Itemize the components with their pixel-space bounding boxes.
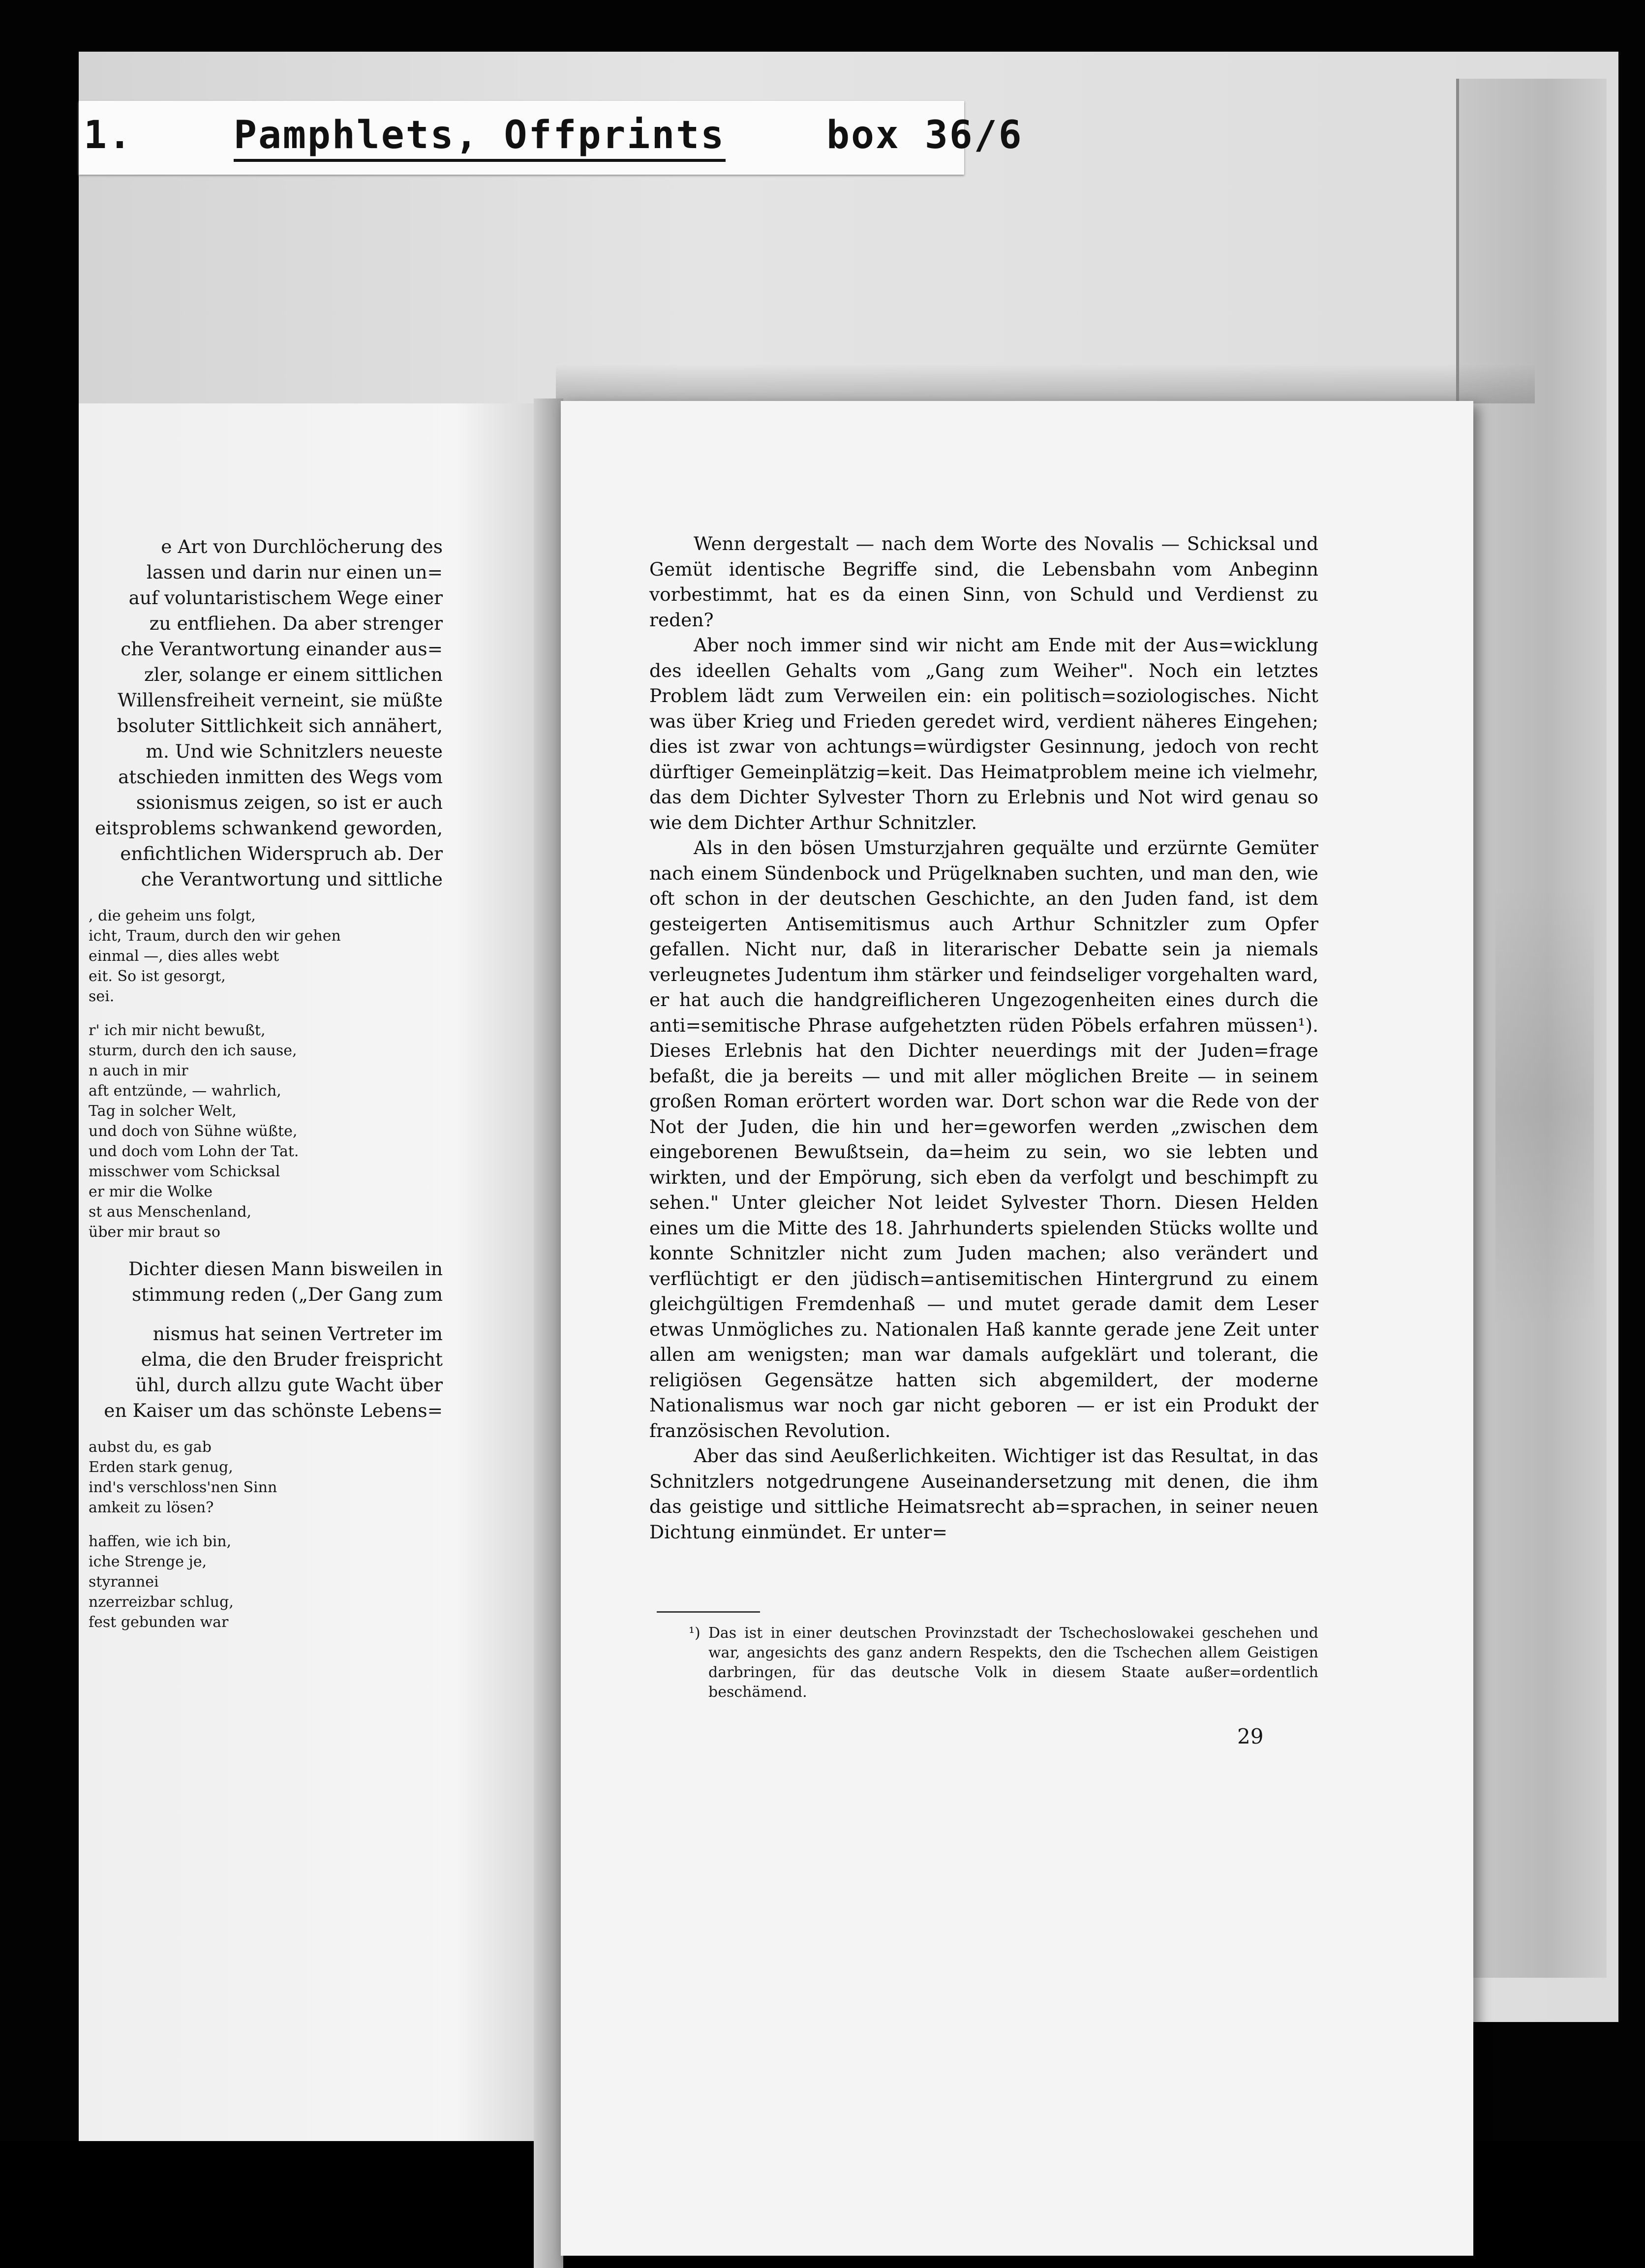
footnote-rule: [657, 1611, 760, 1613]
left-verse: , die geheim uns folgt, icht, Traum, durch den wir gehen einmal —, dies alles webt eit. So ist gesorgt, sei.: [89, 907, 341, 1005]
body-paragraph: Aber noch immer sind wir nicht am Ende mit der Aus=wicklung des ideellen Gehalts vom „Gang zum Weiher". Noch ein letztes Problem lädt zum Verweilen ein: ein politisch=soziologisches. Nicht was über Krieg und Frieden geredet wird, verdient näheres Eingehen; dies ist zwar von achtungs=würdigster Gesinnung, jedoch von recht dürftiger Gemeinplätzig=keit. Das Heimatproblem meine ich vielmehr, das dem Dichter Sylvester Thorn zu Erlebnis und Not wird genau so wie dem Dichter Arthur Schnitzler.: [649, 634, 1318, 833]
label-series: 1.: [84, 113, 133, 157]
body-paragraph: Wenn dergestalt — nach dem Worte des Novalis — Schicksal und Gemüt identische Begriffe sind, die Lebensbahn vom Anbeginn vorbestimmt, hat es da einen Sinn, von Schuld und Verdienst zu reden?: [649, 533, 1318, 631]
page-shadow: [556, 364, 1535, 403]
footnote-text: ¹) Das ist in einer deutschen Provinzstadt der Tschechoslowakei geschehen und war, angesichts des ganz andern Respekts, den die Tschechen allem Geistigen darbringen, für das deutsche Volk in diesem Staate außer=ordentlich beschämend.: [689, 1624, 1318, 1701]
left-paragraph: nismus hat seinen Vertreter im elma, die den Bruder freispricht ühl, durch allzu gute Wacht über en Kaiser um das schönste Lebens=: [104, 1323, 443, 1421]
left-page-text: [84, 534, 443, 1646]
left-paragraph: e Art von Durchlöcherung des lassen und darin nur einen un= auf voluntaristischem Wege einer zu entfliehen. Da aber strenger che Verantwortung einander aus= zler, solange er einem sittlichen Willensfreiheit verneint, sie müßte bsoluter Sittlichkeit sich annähert, m. Und wie Schnitzlers neueste atschieden inmitten des Wegs vom ssionismus zeigen, so ist er auch eitsproblems schwankend geworden, enfichtlichen Widerspruch ab. Der che Verantwortung und sittliche: [95, 536, 443, 890]
page-gutter: [534, 398, 563, 2268]
archive-label: [79, 101, 1023, 175]
label-box-number: box 36/6: [826, 113, 1023, 157]
body-paragraph: Aber das sind Aeußerlichkeiten. Wichtiger ist das Resultat, in das Schnitzlers notgedrungene Auseinandersetzung mit denen, die ihm das geistige und sittliche Heimatsrecht ab=sprachen, in seiner neuen Dichtung einmündet. Er unter=: [649, 1445, 1318, 1543]
body-paragraph: Als in den bösen Umsturzjahren gequälte und erzürnte Gemüter nach einem Sündenbock und Prügelknaben suchten, und man den, wie oft schon in der deutschen Geschichte, an den Juden fand, ist dem gesteigerten Antisemitismus auch Arthur Schnitzler zum Opfer gefallen. Nicht nur, daß in literarischer Debatte sein ja niemals verleugnetes Judentum ihm stärker und feindseliger vorgehalten ward, er hat auch die handgreiflicheren Ungezogenheiten eines durch die anti=semitische Phrase aufgehetzten rüden Pöbels erfahren müssen¹). Dieses Erlebnis hat den Dichter neuerdings mit der Juden=frage befaßt, die ja bereits — und mit aller möglichen Breite — in seinem großen Roman erörtert worden war. Dort schon war die Rede von der Not der Juden, die hin und her=geworfen werden „zwischen dem eingeborenen Bewußtsein, da=heim zu sein, wo sie lebten und wirkten, und der Empörung, sich eben da verfolgt und beschimpft zu sehen." Unter gleicher Not leidet Sylvester Thorn. Diesen Helden eines um die Mitte des 18. Jahrhunderts spielenden Stücks wollte und konnte Schnitzler nicht zum Juden machen; also verändert und verflüchtigt er den jüdisch=antisemitischen Hintergrund zu einem gleichgültigen Fremdenhaß — und mutet gerade damit dem Leser etwas Unmögliches zu. Nationalen Haß kannte gerade jene Zeit unter allen am wenigsten; man war damals aufgeklärt und tolerant, die religiösen Gegensätze hatten sich abgemildert, der moderne Nationalismus war noch gar nicht geboren — er ist ein Produkt der französischen Revolution.: [649, 837, 1318, 1441]
left-verse: haffen, wie ich bin, iche Strenge je, styrannei nzerreizbar schlug, fest gebunden war: [89, 1533, 234, 1631]
right-page-body: [649, 531, 1318, 1545]
left-verse: r' ich mir nicht bewußt, sturm, durch den ich sause, n auch in mir aft entzünde, — wahrlich, Tag in solcher Welt, und doch von Sühne wüßte, und doch vom Lohn der Tat. misschwer vom Schicksal er mir die Wolke st aus Menschenland, über mir braut so: [89, 1022, 299, 1241]
left-verse: aubst du, es gab Erden stark genug, ind's verschloss'nen Sinn amkeit zu lösen?: [89, 1439, 277, 1516]
left-paragraph: Dichter diesen Mann bisweilen in stimmung reden („Der Gang zum: [128, 1258, 443, 1305]
page-number: 29: [1237, 1724, 1264, 1748]
label-title: Pamphlets, Offprints: [234, 113, 726, 157]
label-underline: [234, 159, 726, 162]
footnote: [689, 1624, 1318, 1702]
folder-stain: [1495, 886, 1594, 1328]
